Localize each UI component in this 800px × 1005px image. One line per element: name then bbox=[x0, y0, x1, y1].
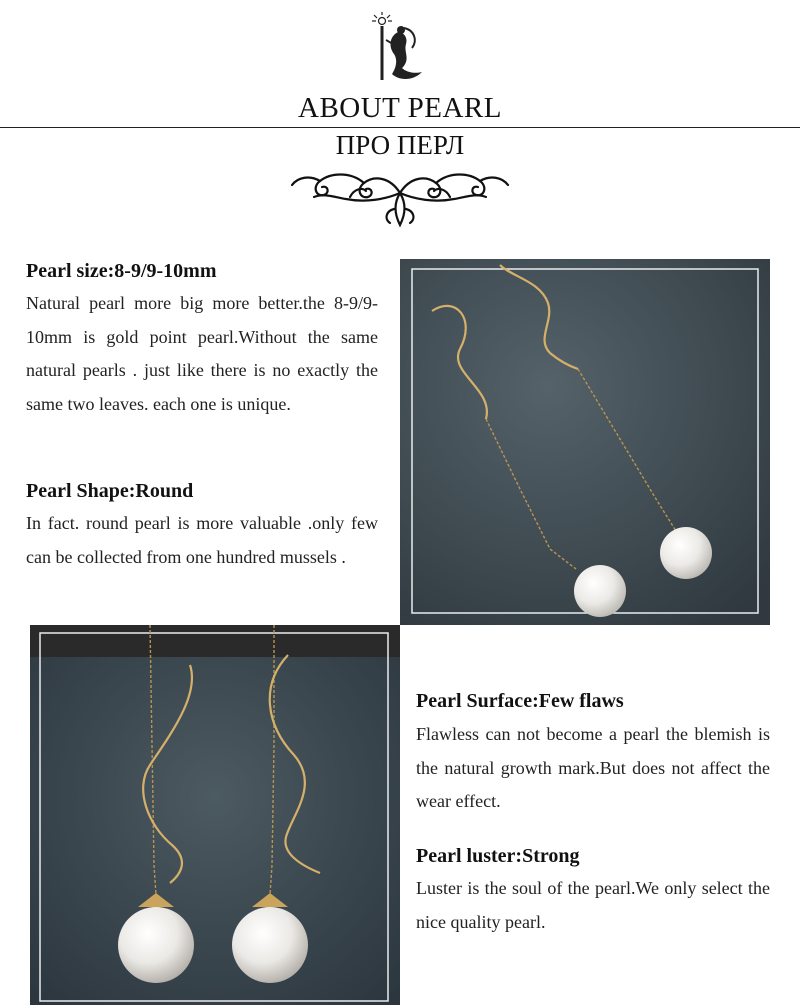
page-title-ru: ПРО ПЕРЛ bbox=[335, 130, 465, 160]
mermaid-logo-icon bbox=[368, 10, 432, 84]
pearl-shape-text: In fact. round pearl is more valuable .only few can be collected from one hundred mussels . bbox=[26, 513, 378, 567]
pearl-surface-text: Flawless can not become a pearl the blemish is the natural growth mark.But does not affect the wear effect. bbox=[416, 724, 770, 811]
earring-photo-top bbox=[400, 259, 770, 625]
page-title-en: ABOUT PEARL bbox=[298, 92, 502, 124]
pearl-shape-title: Pearl Shape:Round bbox=[26, 480, 194, 502]
earring-photo-bottom bbox=[30, 625, 400, 1005]
pearl-size-text: Natural pearl more big more better.the 8-9/9-10mm is gold point pearl.Without the same natural pearls . just like there is no exactly the same two leaves. each one is unique. bbox=[26, 293, 378, 414]
brand-logo bbox=[368, 10, 432, 84]
pearl-luster-title: Pearl luster:Strong bbox=[416, 845, 580, 867]
pearl-luster-text: Luster is the soul of the pearl.We only select the nice quality pearl. bbox=[416, 878, 770, 932]
title-divider bbox=[0, 127, 800, 128]
pearl-surface-title: Pearl Surface:Few flaws bbox=[416, 690, 624, 712]
flourish-ornament-icon bbox=[290, 163, 510, 231]
pearl-size-title: Pearl size:8-9/9-10mm bbox=[26, 260, 217, 282]
